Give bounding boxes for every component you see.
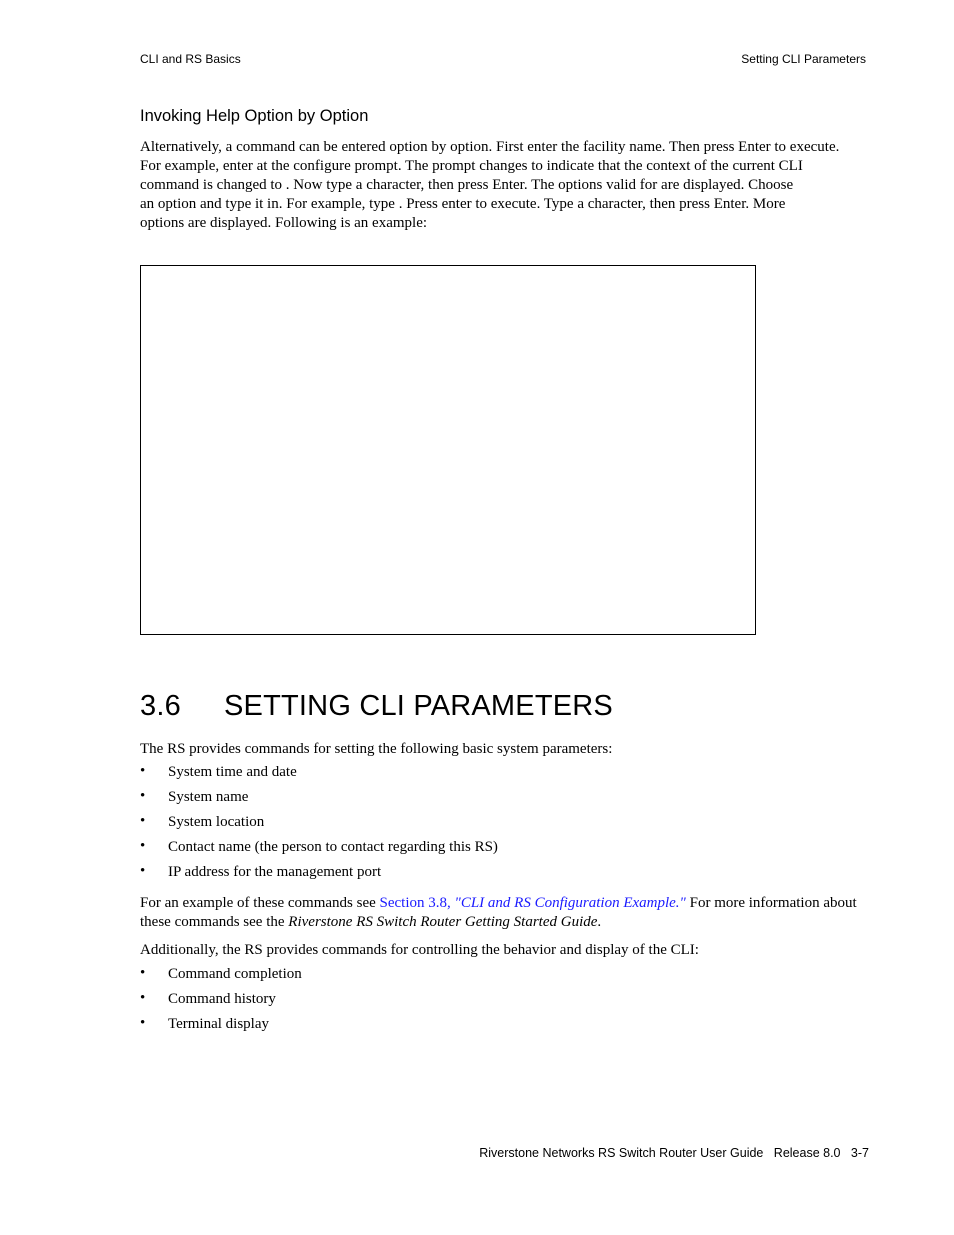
ref-text: . xyxy=(597,914,602,930)
list-item-label: Terminal display xyxy=(168,1016,270,1032)
list-item xyxy=(140,788,498,813)
guide-title: Riverstone RS Switch Router Getting Started Guide xyxy=(288,914,598,930)
list-item-label: System name xyxy=(168,789,249,805)
ref-text: For an example of these commands see xyxy=(140,895,380,911)
list-item xyxy=(140,838,498,863)
running-header-right: Setting CLI Parameters xyxy=(741,52,866,66)
page-footer: Riverstone Networks RS Switch Router User Guide Release 8.0 3-7 xyxy=(479,1146,869,1160)
example-code-box xyxy=(140,265,756,635)
paragraph-line: Alternatively, a command can be entered option by option. First enter the facility name. Then press Enter to execute. xyxy=(140,139,840,155)
list-item xyxy=(140,965,302,990)
reference-paragraph xyxy=(140,894,870,932)
list-item-label: Contact name (the person to contact regarding this RS) xyxy=(168,839,498,855)
help-option-paragraph xyxy=(140,138,870,233)
section-number: 3.6 xyxy=(140,690,181,722)
link-title: "CLI and RS Configuration Example." xyxy=(454,895,686,911)
bullet-icon: • xyxy=(140,965,146,981)
list-item-label: System location xyxy=(168,814,265,830)
list-item-label: System time and date xyxy=(168,764,297,780)
list-item-label: Command completion xyxy=(168,966,302,982)
paragraph-line: options are displayed. Following is an example: xyxy=(140,215,428,231)
section-intro: The RS provides commands for setting the following basic system parameters: xyxy=(140,741,613,757)
list-item xyxy=(140,763,498,788)
link-section: Section 3.8, xyxy=(379,895,455,911)
cross-reference-link[interactable] xyxy=(380,895,686,911)
list-item xyxy=(140,1015,302,1040)
list-item xyxy=(140,813,498,838)
section-heading xyxy=(140,690,613,723)
ref-text: For more information about these commands see the xyxy=(140,895,857,930)
list-item xyxy=(140,990,302,1015)
subsection-title: Invoking Help Option by Option xyxy=(140,107,369,125)
bullet-icon: • xyxy=(140,813,146,829)
additional-paragraph: Additionally, the RS provides commands for controlling the behavior and display of the CLI: xyxy=(140,942,699,958)
bullet-icon: • xyxy=(140,763,146,779)
paragraph-line: command is changed to . Now type a character, then press Enter. The options valid for are displayed. Choose xyxy=(140,177,794,193)
bullet-icon: • xyxy=(140,1015,146,1031)
section-title: SETTING CLI PARAMETERS xyxy=(224,690,613,722)
paragraph-line: For example, enter at the configure prompt. The prompt changes to indicate that the context of the current CLI xyxy=(140,158,803,174)
bullet-icon: • xyxy=(140,863,146,879)
list-item-label: IP address for the management port xyxy=(168,864,382,880)
paragraph-line: an option and type it in. For example, type . Press enter to execute. Type a character, then press Enter. More xyxy=(140,196,786,212)
bullet-icon: • xyxy=(140,990,146,1006)
running-header-left: CLI and RS Basics xyxy=(140,52,241,66)
list-item xyxy=(140,863,498,888)
system-parameters-list xyxy=(140,763,498,888)
list-item-label: Command history xyxy=(168,991,276,1007)
cli-features-list xyxy=(140,965,302,1040)
bullet-icon: • xyxy=(140,788,146,804)
bullet-icon: • xyxy=(140,838,146,854)
